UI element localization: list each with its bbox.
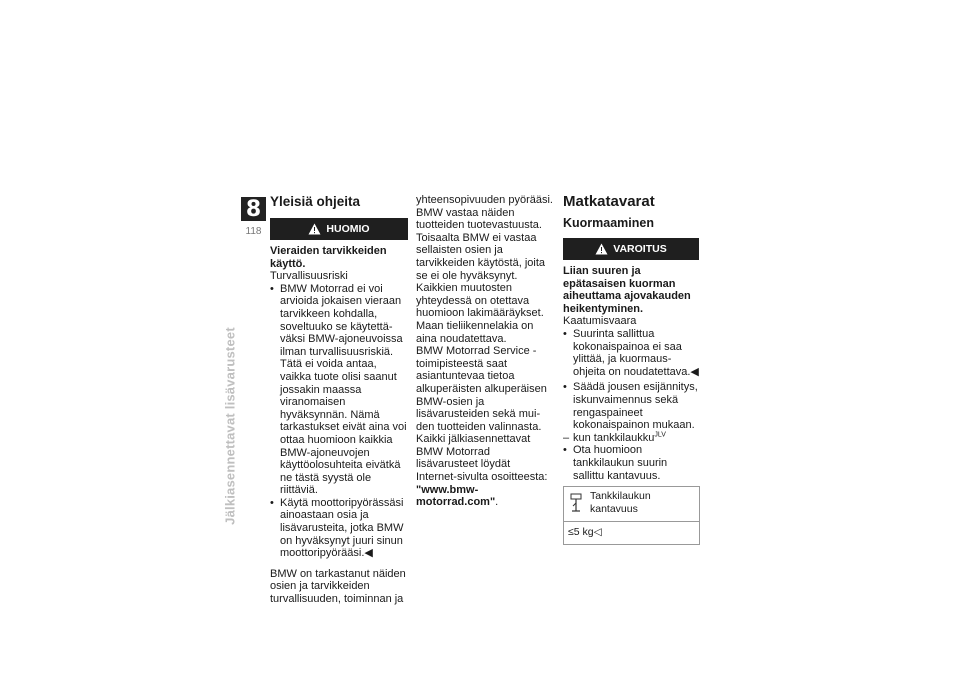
paragraph: Kaikkien muutosten yhteydessä on otettava huomioon lakimääräykset. Maan tieliikennelakia on aina noudatettava. — [416, 282, 544, 345]
warning-bullets — [563, 328, 699, 432]
notice-bullets — [270, 283, 408, 560]
warning-triangle-icon — [595, 243, 608, 255]
notice-title: Vieraiden tarvikkeiden käyttö. — [270, 245, 387, 270]
list-item: • BMW Motorrad ei voi arvioida jokaisen vieraan tarvikkeen kohdalla, soveltuuko se käytettäväksi BMW-ajoneuvoissa ilman turvallisuusriskiä. Tätä ei voida antaa, vaikka tuote olisi saanut jossakin maassa viranomaisen hyväksynnän. Nämä tarkastukset eivät aina voi ottaa huomioon kaikkia BMW-ajoneuvojen käyttöolosuhteita eivätkä ne tästä syystä ole riittäviä. — [270, 283, 408, 497]
capacity-bullets — [563, 444, 699, 482]
subheading-loading: Kuormaaminen — [563, 216, 654, 230]
column-1 — [270, 194, 408, 606]
list-item: • Säädä jousen esijännitys, iskunvaimennus sekä rengaspaineet kokonaispainon mukaan. — [563, 381, 699, 431]
chapter-number: 8 — [241, 197, 266, 221]
column-3 — [563, 194, 699, 545]
dash-item-text: kun tankkilaukku — [573, 431, 655, 444]
side-chapter-title-text: Jälkiasennettavat lisävarusteet — [222, 327, 238, 525]
section-heading-general: Yleisiä ohjeita — [270, 194, 361, 209]
section-heading-luggage: Matkatavarat — [563, 193, 655, 210]
list-item: • Käytä moottoripyörässäsi ainoastaan osia ja lisävarusteita, jotka BMW on hyväksynyt juuri sinun moottoripyörääsi.◀ — [270, 497, 408, 560]
warning-risk: Kaatumisvaara — [563, 315, 637, 328]
capacity-label: Tankkilaukun kantavuus — [590, 490, 651, 515]
list-item: • Suurinta sallittua kokonaispainoa ei saa ylittää, ja kuormausohjeita on noudatettava.◀ — [563, 328, 699, 378]
website-suffix: . — [495, 496, 499, 509]
notice-risk: Turvallisuusriski — [270, 270, 348, 283]
column-2 — [416, 194, 554, 509]
list-item: • Ota huomioon tankkilaukun suurin sallittu kantavuus. — [563, 444, 699, 482]
weight-capacity-icon — [570, 492, 582, 514]
paragraph: Kaikki jälkiasennettavat BMW Motorrad lisävarusteet löydät Internet-sivulta osoitteesta: — [416, 433, 548, 484]
notice-bar — [270, 218, 408, 240]
website-line — [416, 484, 554, 509]
paragraph: BMW Motorrad Service -toimipisteestä saat asiantuntevaa tietoa alkuperäisten alkuperäisen BMW-osien ja lisävarusteiden sekä muiden tuotteiden valinnasta. — [416, 345, 547, 433]
dash-item-sup: JLV — [654, 431, 666, 439]
capacity-header — [564, 487, 699, 522]
notice-label: HUOMIO — [326, 222, 370, 235]
page-number: 118 — [245, 226, 262, 237]
warning-triangle-icon — [308, 223, 321, 235]
warning-label: VAROITUS — [613, 242, 667, 255]
paragraph: yhteensopivuuden pyörääsi. BMW vastaa näiden tuotteiden tuotevastuusta. Toisaalta BMW ei vastaa sellaisten osien ja tarvikkeiden käytöstä, joita se ei ole hyväksynyt. — [416, 194, 553, 282]
capacity-value: ≤5 kg◁ — [568, 526, 602, 539]
paragraph: BMW on tarkastanut näiden osien ja tarvikkeiden turvallisuuden, toiminnan ja — [270, 567, 406, 606]
warning-bar — [563, 238, 699, 260]
website-link[interactable]: "www.bmw-motorrad.com" — [416, 483, 496, 509]
warning-title: Liian suuren ja epätasaisen kuorman aiheuttama ajovakauden heikentyminen. — [563, 265, 691, 315]
dash-item — [563, 432, 699, 445]
capacity-table — [563, 486, 700, 545]
